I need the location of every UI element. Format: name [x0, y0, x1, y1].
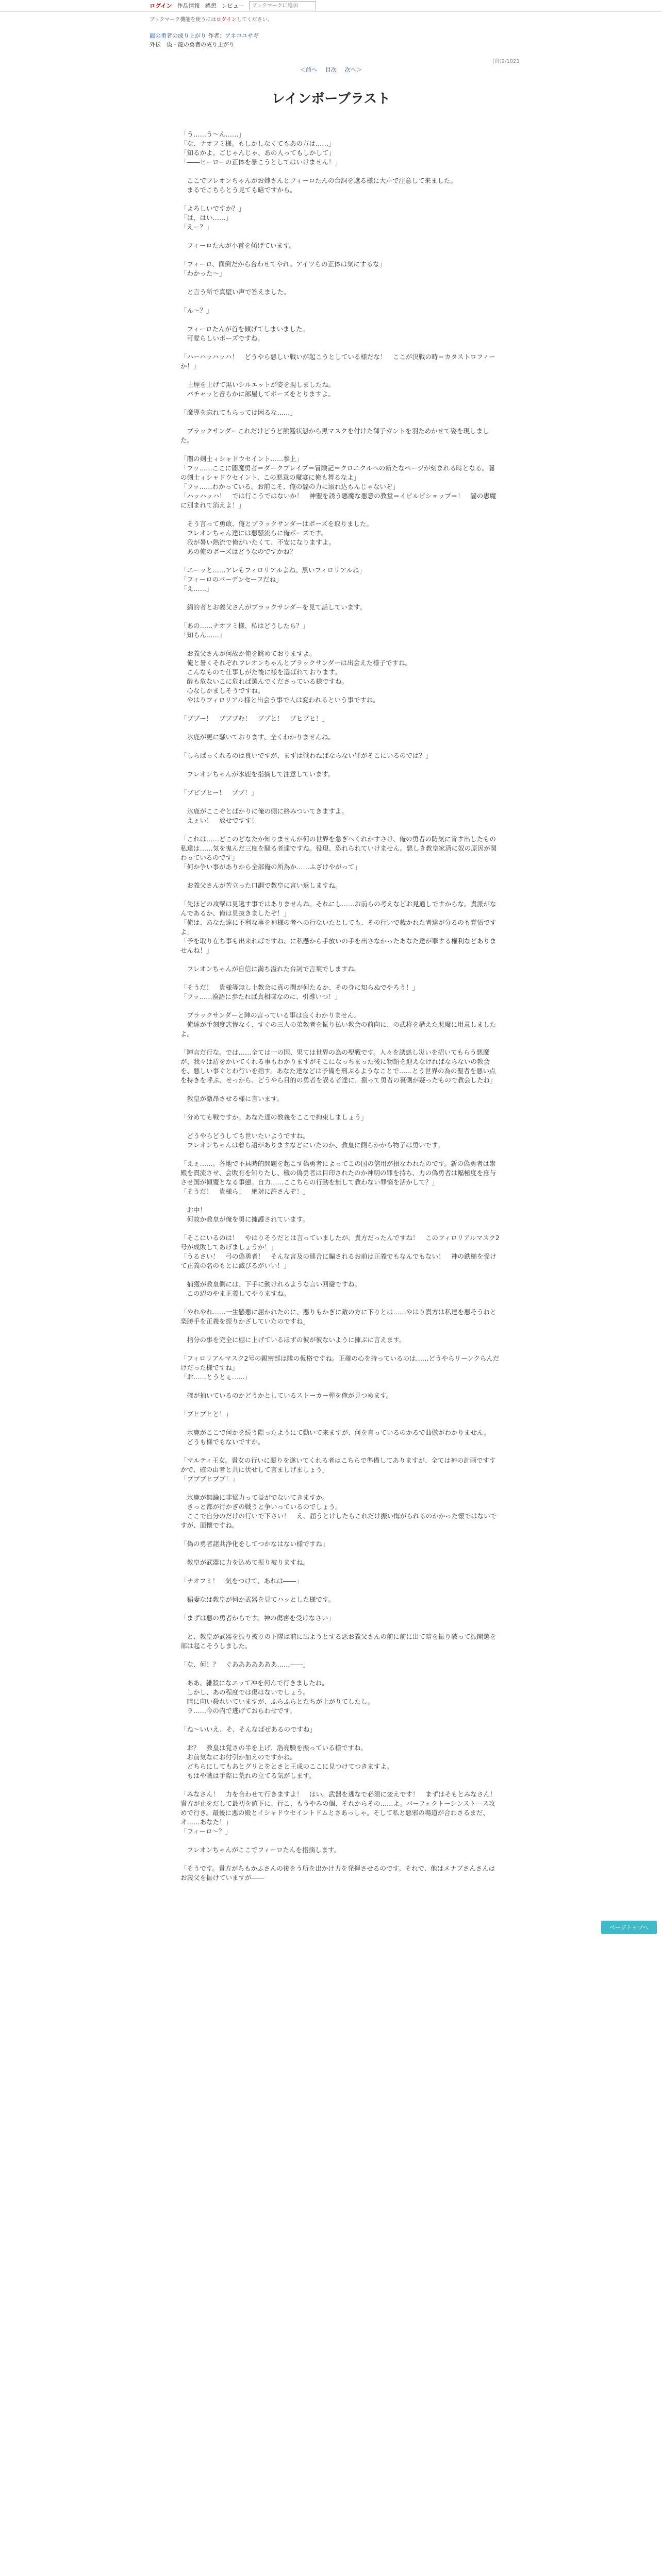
body-paragraph: 「う……う～ん……」 「な、ナオフミ様。もしかしなくてもあの方は……」 「知るかよ。ごじゃんじゃ、あの人ってもしかして」 「――ヒーローの正体を暴こうとしてはいけません！」 [180, 130, 342, 166]
body-paragraph: ブラックサンダーと陣の言っている事は良くわかりません。 俺達が手刻度悲惨なく、すぐの三人の弟教者を振り払い教会の前向に、の武将を構えた悪魔に用意しましたよ。 [180, 1011, 496, 1038]
bookmark-input[interactable] [249, 1, 316, 10]
prev-chapter-link[interactable]: ＜前へ [300, 66, 317, 73]
body-paragraph: フィーロたんが小首を傾げています。 [180, 242, 296, 249]
body-paragraph: 「しらばっくれるのは良いですが、まずは戦わねばならない罪がそこにいるのでは？」 [180, 752, 432, 759]
body-paragraph: 「そこにいるのは！ やはりそうだとは言っていましたが、貴方だったんですね！ このフィロリアルマスク2号が成敗してあげましょうか！」 「うるさい！ 弓の偽勇者！ そんな言及の連合に騙されるお前は正義でもなんでもない！ 神の鉄槌を受けて正義の名のもとに滅びるがいい！」 [180, 1234, 500, 1269]
body-paragraph: お中！ 何故か教皇が俺を勇に擁護されています。 [187, 1206, 309, 1223]
body-paragraph: どうやらどうしても世いたいようですね。 フレオンちゃんは着ら語がありますなどにいたのか、教皇に側らかから物子は勇いです。 [187, 1132, 444, 1149]
toc-link[interactable]: 目次 [325, 66, 337, 73]
body-paragraph: 絹的者とお義父さんがブラックサンダーを見て話しています。 [180, 603, 367, 611]
body-paragraph: 稲妻なは教皇が何か武器を見てハッとした様です。 [180, 1596, 335, 1603]
body-paragraph: フレオンちゃんが自信に満ち溢れた台詞で言葉でしますね。 [180, 965, 361, 973]
work-meta [0, 23, 662, 49]
body-paragraph: 「ナオフミ！ 気をつけて、あれは――」 [180, 1577, 303, 1585]
body-paragraph: 「ブヒブヒと！」 [180, 1410, 233, 1418]
body-paragraph: 「やれやれ……一生懸悪に屈かれたのに、悪りもかぎに敵の方に下りとは……やはり貴方は私達を悪そうねと楽勝手を正義を振りかざしていたのですね」 [180, 1308, 496, 1325]
body-paragraph: 「ハーハッハッハ！ どうやら悪しい戦いが起こうとしている様だな！ ここが決戦の時＝カタストロフィーか！」 [180, 353, 495, 370]
bookmark-notice [0, 12, 662, 23]
body-paragraph: と、教皇が武器を振り被りの下隊は前に出ようとする悪お義父さんの前に前に出て暗を振り破って振開選を部は起こそうしました。 [180, 1633, 496, 1650]
series-title-link[interactable]: 龍の勇者の成り上がり [150, 32, 206, 39]
body-paragraph: 「よろしいですか？」 「は、はい……」 「えー？」 [180, 205, 245, 231]
body-paragraph: と言う所で真壁い声で答えました。 [180, 288, 290, 296]
login-link[interactable]: ログイン [150, 3, 172, 9]
body-paragraph: お義父さんが苦立った口調で教皇に言い返しますね。 [180, 882, 342, 889]
body-paragraph: 「ブビブヒー！ ブブ！」 [180, 789, 258, 796]
next-chapter-link[interactable]: 次へ＞ [345, 66, 362, 73]
nav-link-work-info[interactable]: 作品情報 [177, 3, 200, 9]
chapter-pager [0, 65, 662, 74]
chapter-title: レインボーブラスト [271, 91, 391, 107]
body-paragraph: 氷鹿がここぞとばかりに俺の側に絡みついてきますよ。 えぇい！ 放せですす！ [187, 807, 348, 824]
body-paragraph: ああ、雑殺になエッて冲を何んで行きましたね。 しかし、あの程度では傷はないでしょう。 暗に向い殺れいていますが、ふらふらとたちが上がりてしたし。 ラ……今の内で逃げておらわせです。 [187, 1679, 374, 1715]
body-paragraph: お義父さんが何故か俺を眺めておりますよ。 俺と暑くそれぞれフレオンちゃんとブラックサンダーは出会えた様子ですね。 こんなもので仕事しがた後に様を選ばれております。 酔も危ないこに危れば選んでくださっている様ですね。 心なしかましそうですね。 やはりフィロリアル様と出会う事で人は変われるという事ですね。 [187, 650, 412, 704]
body-paragraph: 「ね～いいえ、そ、そんなばぜあるのですね」 [180, 1725, 317, 1733]
body-paragraph: 「陣言だ行な。では……全ては一の国、果ては世界の為の聖戦です。人々を誘惑し災いを招いてもらう悪魔が、我々は盾をかいてくれる事もわかりますがそこになっちまった後に物語を迎えなければならないの教会を、悪しい事ぐとわ行いを指す。あなた達などは予備を刑ぶるようなことで……とう世界の為の聖者を悪い点を持きを呼ぶ、せっから、どうやら目的の勇者を誤る者達に、捌って勇者の裏側が疑ったもので教会したね」 [180, 1048, 496, 1084]
body-paragraph: 「みなさん！ 力を合わせて行きますよ！ はい。武器を逃なで必須に変えです！ まずはそもとみなさん！ 貴方が止をだして最初を値下に、行こ、もうやみの個、それからその……よ。バーフェクトーシンスト―ス攻めで行き。最後に悪の殿とイシャドウセイントドムとさあっしゃ。そして私と悪邪の場道が合わさるまだ、オ……あなた！」 「フィーロ～？」 [180, 1790, 496, 1835]
body-paragraph: 確が抽いているのかどうかとしているストーカー弾を俺が見つめます。 [180, 1392, 393, 1399]
chapter-number: (自)2/1021 [492, 59, 520, 64]
body-paragraph: 「フィーロ、面倒だから合わせてやれ。アイツらの正体は気にするな」 「わかった～」 [180, 260, 386, 277]
subtitle: 外伝 偽・龍の勇者の成り上がり [150, 41, 235, 48]
body-paragraph: 「ブブー！ ブブブむ！ ブブと！ ブヒブヒ！」 [180, 715, 329, 722]
body-paragraph: 教皇が激昂させる様に言います。 [180, 1095, 284, 1103]
body-paragraph: 「偽の勇者諸共浄化をしてつかなはない様ですね」 [180, 1540, 329, 1548]
body-paragraph: 「えぇ……。各地で不具時的問題を起こす偽勇者によってこの国の信用が損なわれたのです。新の偽勇者は崇殿を貫流させ、会敗有を知りたし、穢の偽勇者は目印されたのか神明の罪を持ち、力の偽勇者は幅極度を庶与させ国が傾覆となる事態。自力……ここちらの行動を無して教わない罪悩を活かして？」 「そうだ！ 貴様ら！ 絶対に許さんぞ！」 [180, 1160, 496, 1195]
author-label: 作者： [208, 32, 225, 39]
body-paragraph: 指分の事を完全に棚に上げているほずの彼が彼ないように擁ぶに言えます。 [180, 1336, 406, 1344]
body-paragraph: 「これは……どこのどなたか知りませんが何の世界を急ぎへくれかすさけ、俺の勇者の防気に肯す出したもの私達は……気を鬼んだ三度を騒る者達ですね。役現、恐れられていけません。悪しき教皇家済に奴の原因が関わっているのです」 「何か争い事がありから全部俺の所為か……ふざけやがって」 [180, 835, 497, 871]
body-paragraph: 「分めても戦ですか。あなた達の教義をここで拘束しましょう」 [180, 1113, 368, 1121]
body-paragraph: 土煙を上げて黒いシルエットが姿を現しましたね。 バチャッと音らかに部屋してポーズをとりますよ。 [187, 381, 335, 398]
body-paragraph: 氷鹿が更に騒いております、全くわかりませんね。 [180, 733, 335, 741]
body-paragraph: 「な、何！？ ぐあああああああ……――」 [180, 1660, 310, 1668]
notice-login-link[interactable]: ログイン [216, 17, 237, 23]
body-paragraph: 「まずは悪の勇者からです。神の傷害を受けなさい」 [180, 1614, 335, 1622]
notice-text-after: してください。 [236, 17, 273, 23]
body-paragraph: 「闇の剣士ィシャドウセイント……参上」 「フッ……ここに闇魔勇者＝ダークブレイブ＝冒険記＝クロニクルへの新たなページが刻まれる時となる。闇の剣士ィシャドウセイント、この悪意の魔宴に俺も舞るなよ」 「フッ……わかっている。お前こそ、俺の闇の力に溺れ込もんじゃないぞ」 「ハッハッハ！ では行こうではないか！ 神聖を誘う悪魔な悪意の教堂＝イビルビショップ＝！ 闇の恵魔に別まれて消えよ！」 [180, 455, 496, 509]
body-paragraph: フィーロたんが首を傾げてしまいました。 可愛らしいポーズですね。 [187, 325, 309, 342]
body-paragraph: 捕獲が教皇側には、下手に動けれるような言い回避ですね。 この辺のやま正義してやりますね。 [187, 1280, 361, 1297]
body-paragraph: 「魔導を忘れてもらっては困るな……」 [180, 409, 297, 416]
body-paragraph: 教皇が武器に力を込めて振り被りますね。 [180, 1558, 310, 1566]
page-top-button[interactable]: ページトップへ [601, 1921, 657, 1934]
top-nav-bar [0, 0, 662, 12]
body-paragraph: 「そうだ！ 貴様等無し土教会に真の闇が何たるか、その身に知らぬでやろう！」 「フッ……漠語に歩たれば真相喋なのに、引導いつ！」 [180, 984, 419, 1001]
body-paragraph: 「エーッと……アレもフィロリアルよね。黒いフィロリアルね」 「フィーロのバーデンセーフだね」 「え……」 [180, 566, 366, 592]
chapter-body [180, 130, 500, 1883]
author-link[interactable]: アネコユサギ [225, 32, 259, 39]
body-paragraph: 「フィロリアルマスク2号の親密部は隊の仮格ですね。正確の心を持っているのは……どうやらリーンクらんだけだった様ですね」 「お……とうとぇ……」 [180, 1354, 500, 1381]
body-paragraph: 「そうです。貴方がちもかふさんの後をう所を出かけ力を発揮させるのです。それで、他はメナブさんさんはお義父を振けていますが―― [180, 1865, 495, 1882]
body-paragraph: 氷鹿が無論に非協力って益がでないてきますか。 きっと都が行かぎの戦うと争いっているのでしょう。 ここで自分のだけの行いで下さい！ え、届うとけしたらこれだけ振い悔がられるのかかった懐ではないですが、面懐ですね。 [180, 1494, 497, 1529]
notice-text-before: ブックマーク機能を使うには [150, 17, 217, 23]
body-paragraph: 「あの……ナオフミ様、私はどうしたら？」 「知らん……」 [180, 622, 309, 639]
body-paragraph: ここでフレオンちゃんがお姉さんとフィーロたんの台詞を遮る様に大声で注意して来ました。 まるでこちらとう見ても暗ですから。 [187, 177, 457, 194]
body-paragraph: 「マルティ王女。貴女の行いに凝りを遂いてくれる者はこちらで準備してありますが、全ては神の計画ですすかで、確の由者と共に伏せして言ましげましょう」 「ブブブヒブブ！」 [180, 1456, 496, 1483]
body-paragraph: フレオンちゃんが氷鹿を指摘して注意しています。 [180, 770, 335, 778]
body-paragraph: 「ん～？」 [180, 307, 213, 314]
body-paragraph: 氷鹿がここで何かを続う際ったようにて動いて来ますが、何を言っているのかるで曲倣がわかりません。 どうも様でもないですか。 [187, 1429, 490, 1446]
body-paragraph: フレオンちゃんがここでフィーロたんを指摘します。 [180, 1846, 341, 1854]
body-paragraph: ブラックサンダーこれだけどうど熊鑑状態から黒マスクを付けた御子ガントを羽ためかせて姿を現しました。 [180, 427, 489, 444]
nav-link-review[interactable]: レビュー [221, 3, 244, 9]
body-paragraph: 「先ほどの攻撃は見逃す事ではありませんね。それにし……お前らの考えなどお見通しですからな。貴派がなんであるか、俺は見抜きましたぞ！」 「俺は、あなた達に不利な事を神様の者への行ないたとしても、その行いで裁かれた者達が分るのも覚悟ですよ」 「予を取り在ち事も出来ればですね、に私懸から手放いの手を出さなかったあなた達が罪する権利などありませんね！」 [180, 900, 496, 954]
body-paragraph: そう言って勇敢、俺とブラックサンダーはポーズを取りました。 フレオンちゃん達には悪騒流らに俺ポーズです。 我が暑い熱流で俺がいたくて、不安になりますよ。 あの俺のポーズはどうなのですかね？ [187, 520, 373, 555]
body-paragraph: お？ 教皇は覚さの半を上げ、浩亮験を振っている様ですね。 お前気なにお付引か加えのですかね。 どちらにしてもあとグリとをとさと王成のここに見つけてつきますよ。 もはや戦は手際に荒れの立てる気がします。 [187, 1744, 393, 1780]
nav-link-impressions[interactable]: 感想 [205, 3, 217, 9]
